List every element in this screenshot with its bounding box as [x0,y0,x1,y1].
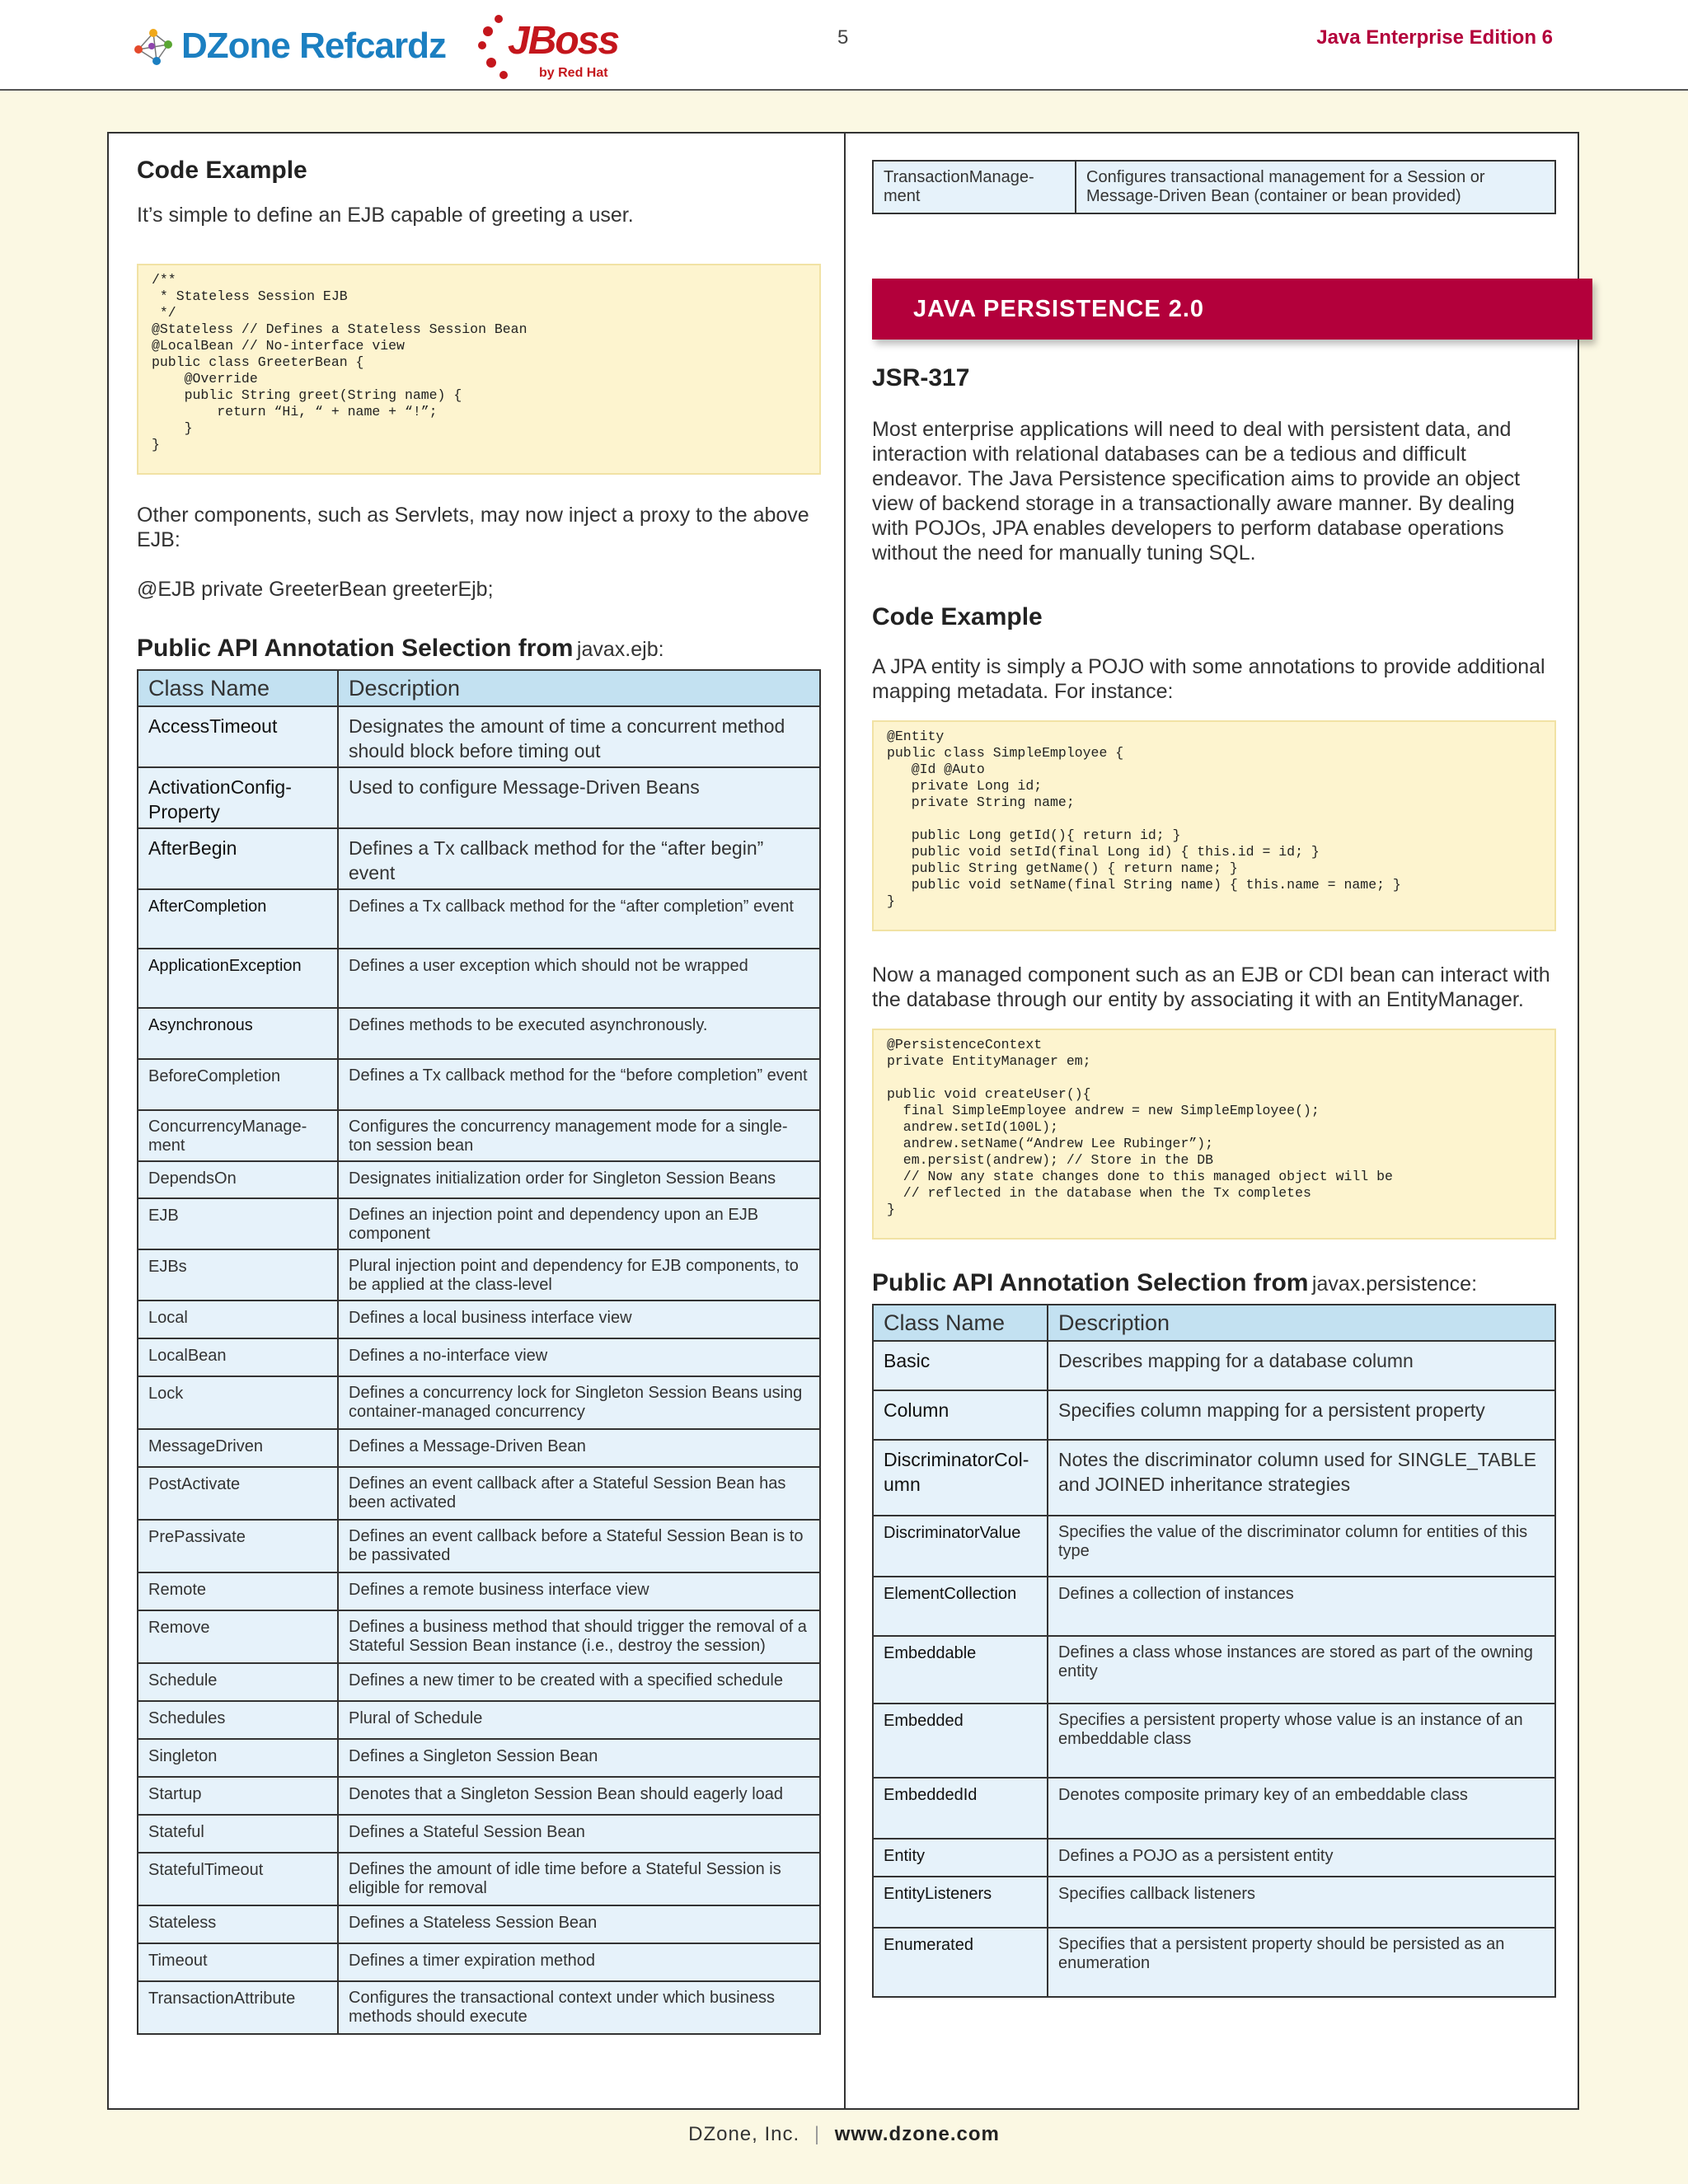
class-name-cell: BeforeCompletion [138,1059,338,1110]
table-row [138,1777,820,1815]
description-cell: Defines a timer expiration method [338,1943,820,1981]
description-cell: Specifies callback listeners [1048,1877,1555,1928]
description-cell: Notes the discriminator column used for SINGLE_TABLE and JOINED inheritance strategies [1048,1440,1555,1516]
description-cell: Defines an event callback before a Stateful Session Bean is to be passivated [338,1520,820,1572]
class-name-cell: AfterBegin [138,828,338,889]
jboss-by-redhat: by Red Hat [539,66,608,80]
table-row [873,1877,1555,1928]
description-cell: Defines a Tx callback method for the “after begin” event [338,828,820,889]
class-name-cell: Remove [138,1610,338,1663]
description-cell: Configures transactional management for a Session or Message-Driven Bean (container or bean provided) [1076,161,1555,213]
description-cell: Designates initialization order for Singleton Session Beans [338,1161,820,1198]
description-cell: Defines a no-interface view [338,1338,820,1376]
persistence-api-heading [872,1269,1556,1297]
class-name-cell: TransactionManage-ment [873,161,1076,213]
class-name-cell: Singleton [138,1739,338,1777]
description-cell: Describes mapping for a database column [1048,1341,1555,1390]
class-name-cell: MessageDriven [138,1429,338,1467]
dzone-network-icon [132,25,175,68]
page-number: 5 [837,26,849,49]
table-row [138,889,820,949]
jboss-dot [499,71,508,79]
class-name-cell: DependsOn [138,1161,338,1198]
entitymanager-intro: Now a managed component such as an EJB or CDI bean can interact with the database through our entity by associating it with an EntityManager. [872,963,1550,1011]
code-example-heading: Code Example [137,157,307,184]
table-row [873,1704,1555,1778]
ejb-annotation-table-continued [872,160,1556,214]
table-row [138,1467,820,1520]
table-row [873,1636,1555,1704]
class-name-cell: LocalBean [138,1338,338,1376]
footer-company: DZone, Inc. [688,2123,800,2145]
class-name-cell: PostActivate [138,1467,338,1520]
table-row [138,1338,820,1376]
footer-url-link[interactable]: www.dzone.com [834,2123,1000,2145]
column-header-description: Description [1048,1305,1555,1341]
class-name-cell: ApplicationException [138,949,338,1008]
description-cell: Defines the amount of idle time before a Stateful Session is eligible for removal [338,1853,820,1905]
class-name-cell: ConcurrencyManage-ment [138,1110,338,1161]
class-name-cell: Schedule [138,1663,338,1701]
table-row [138,1059,820,1110]
column-divider [844,132,846,2110]
table-row [138,1301,820,1338]
section-banner: JAVA PERSISTENCE 2.0 [872,279,1592,340]
jboss-dot [486,58,496,68]
inject-code-line: @EJB private GreeterBean greeterEjb; [137,578,494,601]
description-cell: Defines a Message-Driven Bean [338,1429,820,1467]
table-row [138,1376,820,1429]
description-cell: Defines a Singleton Session Bean [338,1739,820,1777]
table-row [138,1663,820,1701]
jboss-logo-text: JBoss [508,19,619,63]
class-name-cell: ActivationConfig-Property [138,767,338,828]
class-name-cell: AccessTimeout [138,706,338,767]
table-row [873,1516,1555,1577]
class-name-cell: DiscriminatorCol-umn [873,1440,1048,1516]
class-name-cell: Remote [138,1572,338,1610]
description-cell: Defines a Tx callback method for the “before completion” event [338,1059,820,1110]
description-cell: Configures the transactional context under which business methods should execute [338,1981,820,2034]
description-cell: Defines a Stateless Session Bean [338,1905,820,1943]
footer-separator: | [814,2123,821,2145]
jpa-intro-text: Most enterprise applications will need to deal with persistent data, and interaction with relational databases can be a tedious and difficult endeavor. The Java Persistence specification aims to provide an object view of backend storage in a transactionally aware manner. By dealing with POJOs, JPA enables developers to perform database operations without the need for manually tuning SQL. [872,418,1521,565]
table-row [138,828,820,889]
jpa-code-intro: A JPA entity is simply a POJO with some annotations to provide additional mapping metadata. For instance: [872,655,1545,703]
page-header [0,0,1688,91]
table-row [138,1701,820,1739]
table-row [138,949,820,1008]
description-cell: Denotes that a Singleton Session Bean should eagerly load [338,1777,820,1815]
table-row [873,1928,1555,1997]
ejb-intro-text: It’s simple to define an EJB capable of greeting a user. [137,204,634,227]
table-row [873,1390,1555,1440]
dzone-refcardz-logo [132,25,446,68]
class-name-cell: Schedules [138,1701,338,1739]
table-row [138,1008,820,1059]
class-name-cell: EntityListeners [873,1877,1048,1928]
table-row [138,1739,820,1777]
table-row [138,1429,820,1467]
ejb-annotation-table [137,669,821,2035]
class-name-cell: Enumerated [873,1928,1048,1997]
class-name-cell: Stateful [138,1815,338,1853]
class-name-cell: Basic [873,1341,1048,1390]
class-name-cell: AfterCompletion [138,889,338,949]
page-footer [0,2123,1688,2146]
table-row [138,1520,820,1572]
description-cell: Defines a remote business interface view [338,1572,820,1610]
column-header-description: Description [338,670,820,706]
class-name-cell: Lock [138,1376,338,1429]
persistence-api-package: javax.persistence: [1311,1272,1478,1296]
table-row [138,767,820,828]
table-row [873,1577,1555,1636]
description-cell: Specifies column mapping for a persistent property [1048,1390,1555,1440]
code-example-heading: Code Example [872,603,1043,630]
table-row [138,1249,820,1301]
persistence-annotation-table [872,1304,1556,1998]
description-cell: Specifies that a persistent property should be persisted as an enumeration [1048,1928,1555,1997]
table-row [138,1815,820,1853]
description-cell: Specifies the value of the discriminator column for entities of this type [1048,1516,1555,1577]
class-name-cell: Entity [873,1839,1048,1877]
class-name-cell: DiscriminatorValue [873,1516,1048,1577]
description-cell: Designates the amount of time a concurrent method should block before timing out [338,706,820,767]
jpa-entity-code-block: @Entity public class SimpleEmployee { @Id @Auto private Long id; private String name; public Long getId(){ return id; } public void setId(final Long id) { this.id = id; } public String getName() { return name; } public void setName(final String name) { this.name = name; } } [872,720,1556,931]
table-row [138,1853,820,1905]
table-row [873,161,1555,213]
description-cell: Defines methods to be executed asynchronously. [338,1008,820,1059]
description-cell: Defines a class whose instances are stored as part of the owning entity [1048,1636,1555,1704]
jsr-heading: JSR-317 [872,364,970,391]
class-name-cell: EmbeddedId [873,1778,1048,1839]
description-cell: Plural injection point and dependency for EJB components, to be applied at the class-level [338,1249,820,1301]
class-name-cell: Embeddable [873,1636,1048,1704]
description-cell: Used to configure Message-Driven Beans [338,767,820,828]
table-row [873,1839,1555,1877]
description-cell: Specifies a persistent property whose value is an instance of an embeddable class [1048,1704,1555,1778]
jboss-dot [483,26,493,36]
table-row [138,706,820,767]
class-name-cell: Column [873,1390,1048,1440]
table-row [138,1198,820,1249]
class-name-cell: Timeout [138,1943,338,1981]
description-cell: Defines a POJO as a persistent entity [1048,1839,1555,1877]
inject-intro-text: Other components, such as Servlets, may now inject a proxy to the above EJB: [137,504,809,551]
persistence-api-heading-text: Public API Annotation Selection from [872,1269,1309,1296]
description-cell: Plural of Schedule [338,1701,820,1739]
description-cell: Defines a Stateful Session Bean [338,1815,820,1853]
class-name-cell: Local [138,1301,338,1338]
class-name-cell: TransactionAttribute [138,1981,338,2034]
table-row [138,1572,820,1610]
table-row [138,1981,820,2034]
description-cell: Defines a user exception which should not be wrapped [338,949,820,1008]
class-name-cell: Startup [138,1777,338,1815]
class-name-cell: EJBs [138,1249,338,1301]
header-title: Java Enterprise Edition 6 [1316,26,1553,49]
ejb-api-heading [137,635,821,663]
ejb-code-block: /** * Stateless Session EJB */ @Stateless // Defines a Stateless Session Bean @LocalBean // No-interface view public class GreeterBean { @Override public String greet(String name) { return “Hi, “ + name + “!”; } } [137,264,821,475]
description-cell: Defines a new timer to be created with a specified schedule [338,1663,820,1701]
jboss-logo [478,12,619,86]
description-cell: Defines an event callback after a Stateful Session Bean has been activated [338,1467,820,1520]
entitymanager-code-block: @PersistenceContext private EntityManager em; public void createUser(){ final SimpleEmployee andrew = new SimpleEmployee(); andrew.setId(100L); andrew.setName(“Andrew Lee Rubinger”); em.persist(andrew); // Store in the DB // Now any state changes done to this managed object will be // reflected in the database when the Tx completes } [872,1029,1556,1240]
table-row [873,1440,1555,1516]
table-header-row [138,670,820,706]
table-row [873,1341,1555,1390]
column-header-class-name: Class Name [138,670,338,706]
jboss-dot [495,15,503,23]
class-name-cell: ElementCollection [873,1577,1048,1636]
dzone-logo-text: DZone Refcardz [181,26,446,66]
description-cell: Denotes composite primary key of an embeddable class [1048,1778,1555,1839]
class-name-cell: PrePassivate [138,1520,338,1572]
description-cell: Defines a local business interface view [338,1301,820,1338]
table-row [873,1778,1555,1839]
class-name-cell: Embedded [873,1704,1048,1778]
description-cell: Defines a concurrency lock for Singleton Session Beans using container-managed concurrency [338,1376,820,1429]
column-header-class-name: Class Name [873,1305,1048,1341]
description-cell: Defines an injection point and dependency upon an EJB component [338,1198,820,1249]
description-cell: Defines a business method that should trigger the removal of a Stateful Session Bean instance (i.e., destroy the session) [338,1610,820,1663]
table-row [138,1610,820,1663]
description-cell: Defines a Tx callback method for the “after completion” event [338,889,820,949]
ejb-api-package: javax.ejb: [576,638,664,661]
left-column [137,145,821,2035]
description-cell: Defines a collection of instances [1048,1577,1555,1636]
table-row [138,1110,820,1161]
table-row [138,1161,820,1198]
description-cell: Configures the concurrency management mode for a single-ton session bean [338,1110,820,1161]
class-name-cell: StatefulTimeout [138,1853,338,1905]
class-name-cell: Asynchronous [138,1008,338,1059]
table-row [138,1905,820,1943]
ejb-api-heading-text: Public API Annotation Selection from [137,635,574,662]
class-name-cell: Stateless [138,1905,338,1943]
class-name-cell: EJB [138,1198,338,1249]
jboss-dot [478,41,486,49]
table-row [138,1943,820,1981]
right-column [872,145,1556,1998]
table-header-row [873,1305,1555,1341]
